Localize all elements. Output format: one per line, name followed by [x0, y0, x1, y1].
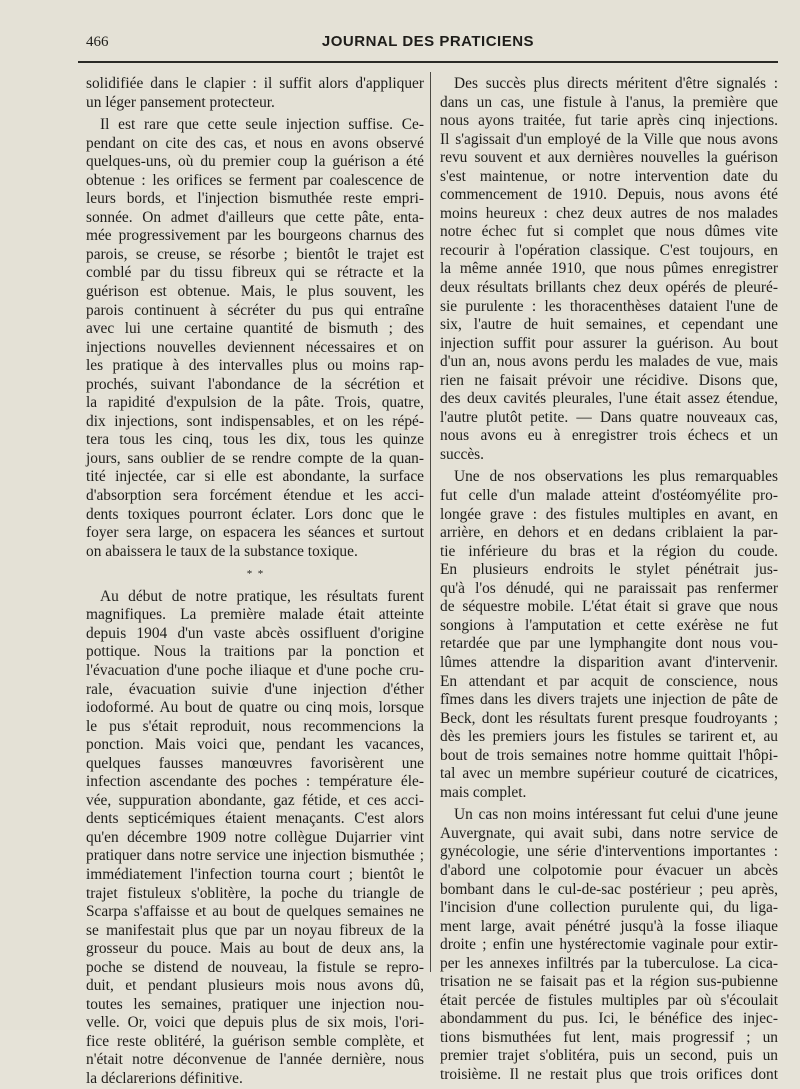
- text-line: iodoformé. Au bout de quatre ou cinq mois, lorsque: [86, 699, 424, 717]
- text-line: recourir à l'opération classique. C'est toujours, en: [440, 241, 778, 259]
- text-line: fice reste oblitéré, la guérison semble complète, et: [86, 1032, 424, 1050]
- text-line: sonnée. On admet d'ailleurs que cette pâte, enta-: [86, 208, 424, 226]
- column-divider: [430, 72, 431, 972]
- text-line: de séquestre mobile. L'état était si grave que nous: [440, 598, 778, 616]
- text-line: d'absorption sera forcément étendue et les acci-: [86, 487, 424, 505]
- text-line: bout de trois semaines notre homme quittait l'hôpi-: [440, 746, 778, 764]
- text-line: grosseur du pouce. Mais au bout de deux ans, la: [86, 940, 424, 958]
- text-line: infection ascendante des poches : température éle-: [86, 773, 424, 791]
- text-line: foyer sera large, on espacera les séances et surtout: [86, 524, 424, 542]
- paragraph: [86, 588, 424, 1089]
- text-line: dents septicémiques étaient menaçants. C'est alors: [86, 810, 424, 828]
- text-line: rale, évacuation suivie d'une injection d'éther: [86, 680, 424, 698]
- text-line: quelques-uns, où du premier coup la guérison a été: [86, 153, 424, 171]
- paragraph: [440, 468, 778, 802]
- text-line: Un cas non moins intéressant fut celui d'une jeune: [454, 806, 778, 824]
- text-line: nous ayons traitée, fut tarie après cinq injections.: [440, 112, 778, 130]
- text-line: vée, suppuration abondante, gaz fétide, et ces acci-: [86, 791, 424, 809]
- text-line: dix injections, sont indispensables, et on les répé-: [86, 412, 424, 430]
- left-column: [86, 75, 424, 1087]
- right-column: [440, 75, 778, 1083]
- text-line: obtenue : les orifices se ferment par coalescence de: [86, 171, 424, 189]
- asterism: * *: [246, 568, 264, 581]
- text-line: Il s'agissait d'un employé de la Ville que nous avons: [440, 130, 778, 148]
- text-line: quelques fausses manœuvres favorisèrent une: [86, 754, 424, 772]
- section-separator: [86, 565, 424, 584]
- text-line: jours, sans oublier de se rendre compte de la quan-: [86, 449, 424, 467]
- text-line: fut celle d'un malade atteint d'ostéomyélite pro-: [440, 487, 778, 505]
- text-line: Il est rare que cette seule injection suffise. Ce-: [100, 116, 424, 134]
- text-line: un léger pansement protecteur.: [86, 93, 275, 111]
- page-number: 466: [86, 34, 109, 50]
- text-line: tité injectée, car si elle est abondante, la surface: [86, 468, 424, 486]
- text-line: nous avons eu à enregistrer trois échecs et un: [440, 427, 778, 445]
- text-line: tera tous les cinq, tous les dix, tous les quinze: [86, 431, 424, 449]
- text-line: parois continuent à sécréter du pus qui entraîne: [86, 301, 424, 319]
- text-line: la même année 1910, que nous pûmes enregistrer: [440, 260, 778, 278]
- text-line: qu'à l'os dénudé, qui ne paraissait pas renfermer: [440, 579, 778, 597]
- text-line: dans un cas, une fistule à l'anus, la première que: [440, 93, 778, 111]
- paragraph: [440, 75, 778, 464]
- text-line: velle. Or, voici que depuis plus de six mois, l'ori-: [86, 1014, 424, 1032]
- text-line: l'incision d'une collection purulente qui, du liga-: [440, 899, 778, 917]
- text-line: leurs bords, et l'injection bismuthée reste empri-: [86, 190, 424, 208]
- text-line: Auvergnate, qui avait subi, dans notre service de: [440, 824, 778, 842]
- journal-title: JOURNAL DES PRATICIENS: [321, 33, 535, 50]
- text-line: mais complet.: [440, 783, 527, 801]
- text-line: guérison est obtenue. Mais, le plus souvent, les: [86, 283, 424, 301]
- text-line: ponction. Mais voici que, pendant les vacances,: [86, 736, 424, 754]
- text-line: la déclarerions définitive.: [86, 1069, 243, 1087]
- text-line: commencement de 1910. Depuis, nous avons été: [440, 186, 778, 204]
- text-line: était percée de fistules multiples par où s'écoulait: [440, 991, 778, 1009]
- text-line: pottique. Nous la traitions par la ponction et: [86, 643, 424, 661]
- text-line: magnifiques. La première malade était atteinte: [86, 606, 424, 624]
- text-line: gynécologie, une série d'interventions importantes :: [440, 843, 778, 861]
- text-line: des deux cavités pleurales, l'une était assez étendue,: [440, 390, 778, 408]
- text-line: Une de nos observations les plus remarquables: [454, 468, 778, 486]
- text-line: injection suffit pour assurer la guérison. Au bout: [440, 334, 778, 352]
- text-line: prochés, suivant l'abondance de la sécrétion et: [86, 375, 424, 393]
- page-header: [78, 33, 778, 55]
- text-line: avec lui une certaine quantité de bismuth ; des: [86, 320, 424, 338]
- text-line: parois, se creuse, se résorbe ; bientôt le trajet est: [86, 245, 424, 263]
- text-line: s'est maintenue, or notre intervention date du: [440, 167, 778, 185]
- text-line: comblé par du tissu fibreux qui se rétracte et la: [86, 264, 424, 282]
- text-line: arrière, en dehors et en dedans criblaient la par-: [440, 524, 778, 542]
- text-line: sie purulente : les thoracenthèses dataient l'une de: [440, 297, 778, 315]
- text-line: abondamment du pus. Ici, le bénéfice des injec-: [440, 1010, 778, 1028]
- text-line: la rapidité d'expulsion de la pâte. Trois, quatre,: [86, 394, 424, 412]
- text-line: on abaissera le taux de la substance toxique.: [86, 542, 358, 560]
- text-line: mée progressivement par les bourgeons charnus des: [86, 227, 424, 245]
- text-line: revu souvent et aux dernières nouvelles la guérison: [440, 149, 778, 167]
- text-line: moins heureux : chez deux autres de nos malades: [440, 204, 778, 222]
- text-line: le pus s'était reproduit, nous recommencions la: [86, 717, 424, 735]
- text-line: trajet fistuleux s'oblitère, la poche du triangle de: [86, 884, 424, 902]
- text-line: Scarpa s'affaisse et au bout de quelques semaines ne: [86, 903, 424, 921]
- text-line: n'était notre déconvenue de l'année dernière, nous: [86, 1051, 424, 1069]
- text-line: immédiatement l'infection tourna court ; bientôt le: [86, 865, 424, 883]
- text-line: retardée que par une lymphangite dont nous vou-: [440, 635, 778, 653]
- text-line: En attendant et par acquit de conscience, nous: [440, 672, 778, 690]
- text-line: tions bismuthées fut lent, mais progressif ; un: [440, 1028, 778, 1046]
- text-line: ment large, avait pénétré jusqu'à la fosse iliaque: [440, 917, 778, 935]
- text-line: toutes les semaines, pratiquer une injection nou-: [86, 995, 424, 1013]
- text-line: pendant on cite des cas, et nous en avons observé: [86, 134, 424, 152]
- text-line: injections nouvelles deviennent nécessaires et on: [86, 338, 424, 356]
- text-line: tal avec un membre supérieur couturé de cicatrices,: [440, 765, 778, 783]
- text-line: l'évacuation d'une poche iliaque et d'une poche cru-: [86, 661, 424, 679]
- text-line: dès les premiers jours les fistules se tarirent et, au: [440, 728, 778, 746]
- header-rule: [78, 61, 778, 63]
- text-line: solidifiée dans le clapier : il suffit alors d'appliquer: [86, 75, 424, 92]
- text-line: six, l'autre de huit semaines, et cependant une: [440, 316, 778, 334]
- paragraph: [440, 806, 778, 1084]
- paragraph: [86, 75, 424, 112]
- text-line: l'autre plutôt petite. — Dans quatre nouveaux cas,: [440, 408, 778, 426]
- text-line: depuis 1904 d'un vaste abcès ossifluent d'origine: [86, 624, 424, 642]
- paragraph: [86, 116, 424, 561]
- text-line: droite ; enfin une hystérectomie vaginale pour extir-: [440, 936, 778, 954]
- text-line: d'abord une colpotomie pour évacuer un abcès: [440, 861, 778, 879]
- text-line: dents toxiques pourront éclater. Lors donc que le: [86, 505, 424, 523]
- text-line: qu'en décembre 1909 notre collègue Dujarrier vint: [86, 828, 424, 846]
- text-line: poche se distend de nouveau, la fistule se repro-: [86, 958, 424, 976]
- text-line: per les annexes infiltrés par la tuberculose. La cica-: [440, 954, 778, 972]
- text-line: trisation ne se faisait pas et la région sus-pubienne: [440, 973, 778, 991]
- text-line: premier trajet s'oblitéra, puis un second, puis un: [440, 1047, 778, 1065]
- text-line: deux résultats brillants chez deux opérés de pleuré-: [440, 279, 778, 297]
- text-line: Des succès plus directs méritent d'être signalés :: [454, 75, 778, 92]
- text-line: lûmes attendre la disparition avant d'intervenir.: [440, 653, 778, 671]
- text-line: pratiquer dans notre service une injection bismuthée ;: [86, 847, 424, 865]
- text-line: duit, et pendant plusieurs mois nous avons dû,: [86, 977, 424, 995]
- text-line: Beck, dont les résultats furent presque foudroyants ;: [440, 709, 778, 727]
- text-line: succès.: [440, 445, 485, 463]
- text-line: tie inférieure du bras et la région du coude.: [440, 542, 778, 560]
- text-line: fîmes dans les divers trajets une injection de pâte de: [440, 691, 778, 709]
- text-line: Au début de notre pratique, les résultats furent: [100, 587, 424, 605]
- text-line: longée grave : des fistules multiples en avant, en: [440, 505, 778, 523]
- text-line: les pratique à des intervalles plus ou moins rap-: [86, 357, 424, 375]
- text-line: se manifestait plus que par un noyau fibreux de la: [86, 921, 424, 939]
- text-line: rien ne faisait prévoir une récidive. Disons que,: [440, 371, 778, 389]
- text-line: d'un an, nous avons perdu les malades de vue, mais: [440, 353, 778, 371]
- text-line: En plusieurs endroits le stylet pénétrait jus-: [440, 561, 778, 579]
- text-line: bombant dans le cul-de-sac postérieur ; peu après,: [440, 880, 778, 898]
- text-line: troisième. Il ne restait plus que trois orifices dont: [440, 1065, 778, 1083]
- text-line: songions à l'amputation et cette exérèse ne fut: [440, 616, 778, 634]
- text-line: notre échec fut si complet que nous dûmes vite: [440, 223, 778, 241]
